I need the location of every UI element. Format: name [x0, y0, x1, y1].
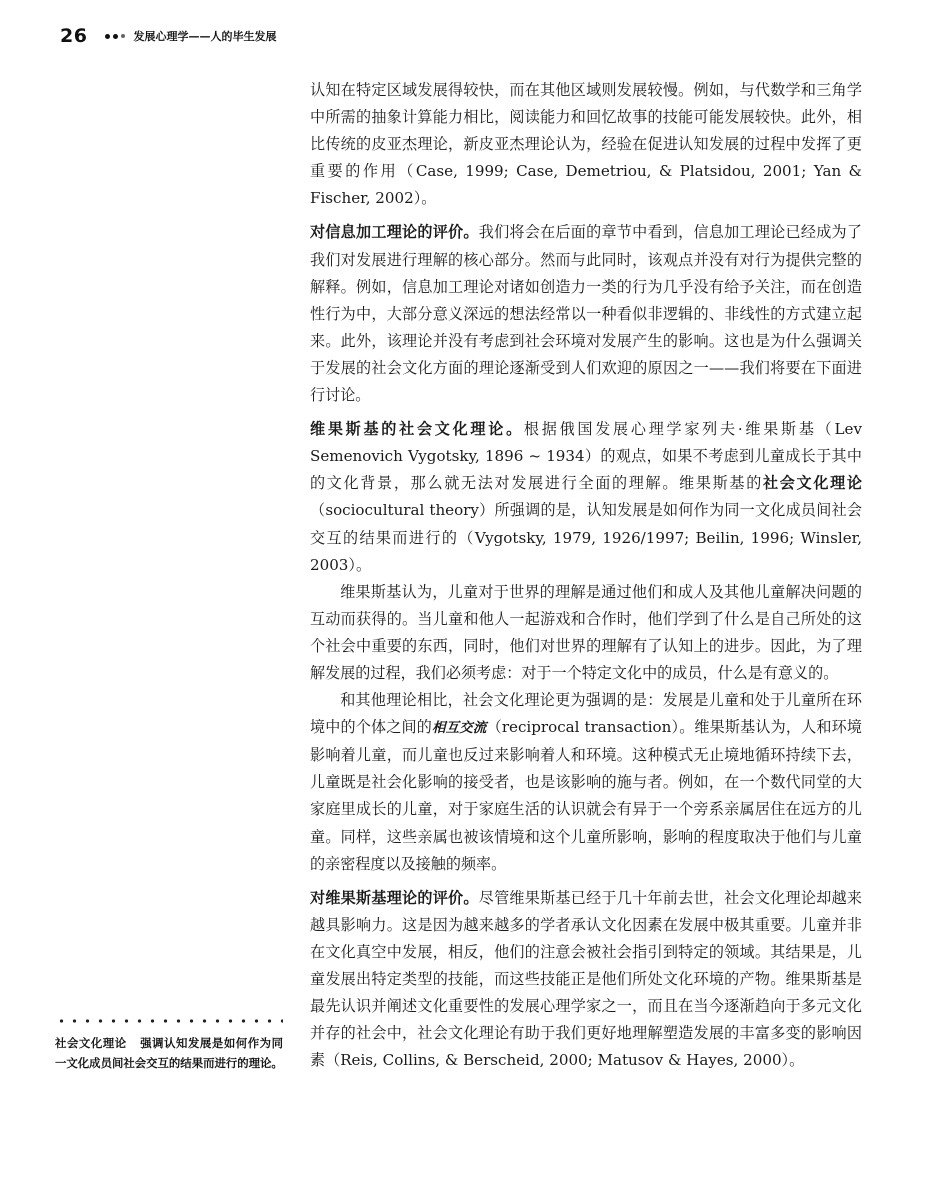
section-heading-info-processing: 对信息加工理论的评价。: [310, 223, 479, 242]
paragraph-neo-piaget: 认知在特定区域发展得较快，而在其他区域则发展较慢。例如，与代数学和三角学中所需的抽象计算能力相比，阅读能力和回忆故事的技能可能发展较快。此外，相比传统的皮亚杰理论，新皮亚杰理论认为，经验在促进认知发展的过程中发挥了更重要的作用（Case, 1999; Case, Demetriou, & Platsidou, 2001; Yan & Fischer, 2002）。: [310, 81, 862, 208]
paragraph-vygotsky-theory: [310, 416, 862, 579]
paragraph-text: 和其他理论相比，社会文化理论更为强调的是：发展是儿童和处于儿童所在环境中的个体之间的: [310, 691, 862, 737]
paragraph-text: 我们将会在后面的章节中看到，信息加工理论已经成为了我们对发展进行理解的核心部分。然而与此同时，该观点并没有对行为提供完整的解释。例如，信息加工理论对诸如创造力一类的行为几乎没有给予关注，而在创造性行为中，大部分意义深远的想法经常以一种看似非逻辑的、非线性的方式建立起来。此外，该理论并没有考虑到社会环境对发展产生的影响。这也是为什么强调关于发展的社会文化方面的理论逐渐受到人们欢迎的原因之一——我们将要在下面进行讨论。: [310, 223, 862, 405]
page-number: 26: [60, 25, 88, 47]
paragraph-text: （sociocultural theory）所强调的是，认知发展是如何作为同一文化成员间社会交互的结果而进行的（Vygotsky, 1979, 1926/1997; Beilin, 1996; Winsler, 2003）。: [310, 501, 862, 574]
dotted-divider: [55, 1018, 283, 1024]
dots-ornament-icon: [105, 34, 125, 39]
key-term-sociocultural: 社会文化理论: [763, 474, 862, 493]
glossary-definition: [55, 1033, 283, 1073]
main-text-column: [310, 77, 862, 1074]
paragraph-text: 根据俄国发展心理学家列夫·维果斯基（Lev Semenovich Vygotsky, 1896 ~ 1934）的观点，如果不考虑到儿童成长于其中的文化背景，那么就无法对发展进行全面的理解。维果斯基的: [310, 420, 862, 493]
key-term-reciprocal: 相互交流: [431, 720, 487, 737]
paragraph-text: （reciprocal transaction）。维果斯基认为，人和环境影响着儿童，而儿童也反过来影响着人和环境。这种模式无止境地循环持续下去，儿童既是社会化影响的接受者，也是该影响的施与者。例如，在一个数代同堂的大家庭里成长的儿童，对于家庭生活的认识就会有异于一个旁系亲属居住在远方的儿童。同样，这些亲属也被该情境和这个儿童所影响，影响的程度取决于他们与儿童的亲密程度以及接触的频率。: [310, 718, 862, 873]
running-title: 发展心理学——人的毕生发展: [133, 30, 277, 43]
paragraph-info-processing-evaluation: [310, 219, 862, 409]
paragraph-reciprocal-transaction: [310, 687, 862, 878]
page-header: [60, 26, 276, 46]
section-heading-vygotsky: 维果斯基的社会文化理论。: [310, 420, 524, 439]
section-heading-vygotsky-evaluation: 对维果斯基理论的评价。: [310, 888, 479, 907]
paragraph-vygotsky-evaluation: [310, 885, 862, 1075]
margin-glossary-note: [55, 1018, 283, 1073]
glossary-term: 社会文化理论: [55, 1036, 127, 1050]
glossary-text: 强调认知发展是如何作为同一文化成员间社会交互的结果而进行的理论。: [55, 1036, 283, 1070]
paragraph-vygotsky-interaction: 维果斯基认为，儿童对于世界的理解是通过他们和成人及其他儿童解决问题的互动而获得的。当儿童和他人一起游戏和合作时，他们学到了什么是自己所处的这个社会中重要的东西，同时，他们对世界的理解有了认知上的进步。因此，为了理解发展的过程，我们必须考虑：对于一个特定文化中的成员，什么是有意义的。: [310, 582, 862, 682]
paragraph-text: 尽管维果斯基已经于几十年前去世，社会文化理论却越来越具影响力。这是因为越来越多的学者承认文化因素在发展中极其重要。儿童并非在文化真空中发展，相反，他们的注意会被社会指引到特定的领域。其结果是，儿童发展出特定类型的技能，而这些技能正是他们所处文化环境的产物。维果斯基是最先认识并阐述文化重要性的发展心理学家之一，而且在当今逐渐趋向于多元文化并存的社会中，社会文化理论有助于我们更好地理解塑造发展的丰富多变的影响因素（Reis, Collins, & Berscheid, 2000; Matusov & Hayes, 2000）。: [310, 888, 862, 1070]
